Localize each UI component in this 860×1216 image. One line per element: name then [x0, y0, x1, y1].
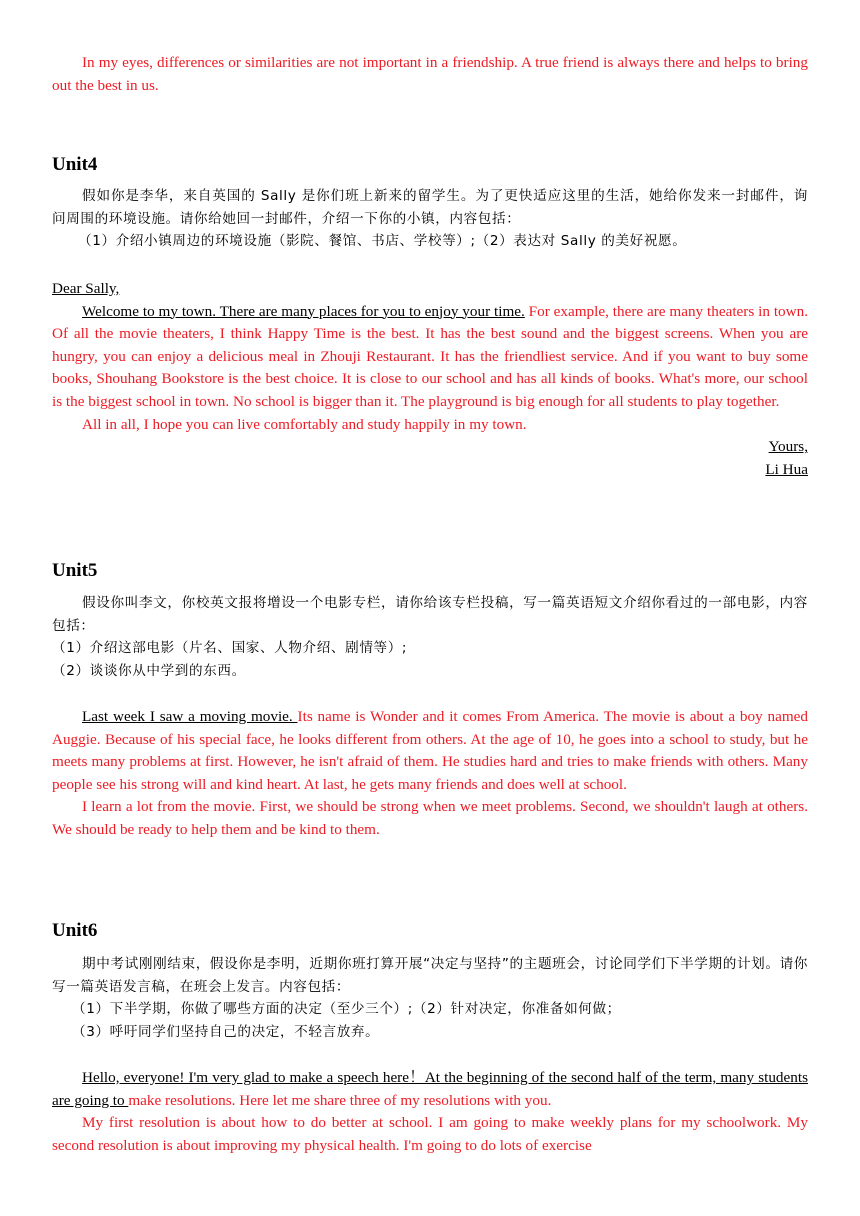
unit6-second-paragraph: My first resolution is about how to do better at school. I am going to make weekly plans for my schoolwork. My second resolution is about improving my physical health. I'm going to do lots of exercise	[52, 1114, 808, 1154]
unit5-prompt-line1: 假设你叫李文，你校英文报将增设一个电影专栏，请你给该专栏投稿，写一篇英语短文介绍你看过的一部电影，内容包括：	[52, 595, 808, 634]
unit4-body-text: For example, there are many theaters in town. Of all the movie theaters, I think Happy Time is the best. It has the best sound and the biggest screens. When you are hungry, you can enjoy a delicious meal in Zhouji Restaurant. It has the friendliest service. And if you want to buy some books, Shouhang Bookstore is the best choice. It is close to our school and has all kinds of books. What's more, our school is the biggest school in town. No school is bigger than it. The playground is big enough for all students to play together.	[52, 302, 808, 410]
unit6-prompt	[52, 953, 808, 1043]
unit5-body	[52, 706, 808, 796]
unit5-essay	[52, 706, 808, 842]
unit5-prompt-line2: （1）介绍这部电影（片名、国家、人物介绍、剧情等）;	[52, 640, 408, 657]
unit4-body	[52, 301, 808, 414]
intro-section	[52, 52, 808, 97]
unit6-speech	[52, 1067, 808, 1157]
unit4-given-start: Welcome to my town. There are many places for you to enjoy your time.	[82, 302, 525, 320]
unit6-prompt-line1: 期中考试刚刚结束，假设你是李明，近期你班打算开展“决定与坚持”的主题班会，讨论同学们下半学期的计划。请你写一篇英语发言稿，在班会上发言。内容包括：	[52, 956, 808, 995]
unit5-given-start: Last week I saw a moving movie.	[82, 708, 298, 725]
unit5-body-text: Its name is Wonder and it comes From America. The movie is about a boy named Auggie. Because of his special face, he looks different from others. At the age of 10, he goes into a school to study, but he meets many problems at first. However, he isn't afraid of them. He studies hard and tries to make friends with others. Many people see his strong will and kind heart. At last, he gets many friends and does well at school.	[52, 708, 809, 793]
unit4-greeting: Dear Sally,	[52, 280, 120, 297]
unit4-prompt-line1: 假如你是李华，来自英国的 Sally 是你们班上新来的留学生。为了更快适应这里的生活，她给你发来一封邮件，询问周围的环境设施。请你给她回一封邮件，介绍一下你的小镇，内容包括：	[52, 188, 808, 227]
unit4-prompt	[52, 185, 808, 253]
unit6-given-start: Hello, everyone! I'm very glad to make a speech here！At the beginning of the second half of the term, many students are going to	[52, 1069, 808, 1109]
intro-paragraph: In my eyes, differences or similarities are not important in a friendship. A true friend is always there and helps to bring out the best in us.	[52, 54, 808, 94]
unit5-heading: Unit5	[52, 560, 98, 581]
unit4-heading: Unit4	[52, 154, 98, 175]
unit5-prompt	[52, 592, 808, 682]
unit6-body	[52, 1067, 808, 1112]
unit6-prompt-line2: （1）下半学期，你做了哪些方面的决定（至少三个）;（2）针对决定，你准备如何做；	[72, 1001, 621, 1018]
unit4-letter	[52, 278, 808, 481]
unit4-signature: Li Hua	[765, 460, 808, 478]
unit5-closing: I learn a lot from the movie. First, we should be strong when we meet problems. Second, we shouldn't laugh at others. We should be ready to help them and be kind to them.	[52, 798, 808, 838]
unit6-heading: Unit6	[52, 920, 98, 941]
unit4-prompt-line2: （1）介绍小镇周边的环境设施（影院、餐馆、书店、学校等）;（2）表达对 Sally 的美好祝愿。	[78, 233, 687, 250]
unit6-body-text: make resolutions. Here let me share three of my resolutions with you.	[128, 1091, 552, 1109]
unit4-closing: All in all, I hope you can live comfortably and study happily in my town.	[82, 415, 527, 433]
unit5-prompt-line3: （2）谈谈你从中学到的东西。	[52, 662, 246, 679]
unit6-prompt-line3: （3）呼吁同学们坚持自己的决定，不轻言放弃。	[72, 1023, 380, 1040]
unit4-sign-off: Yours,	[768, 438, 808, 456]
